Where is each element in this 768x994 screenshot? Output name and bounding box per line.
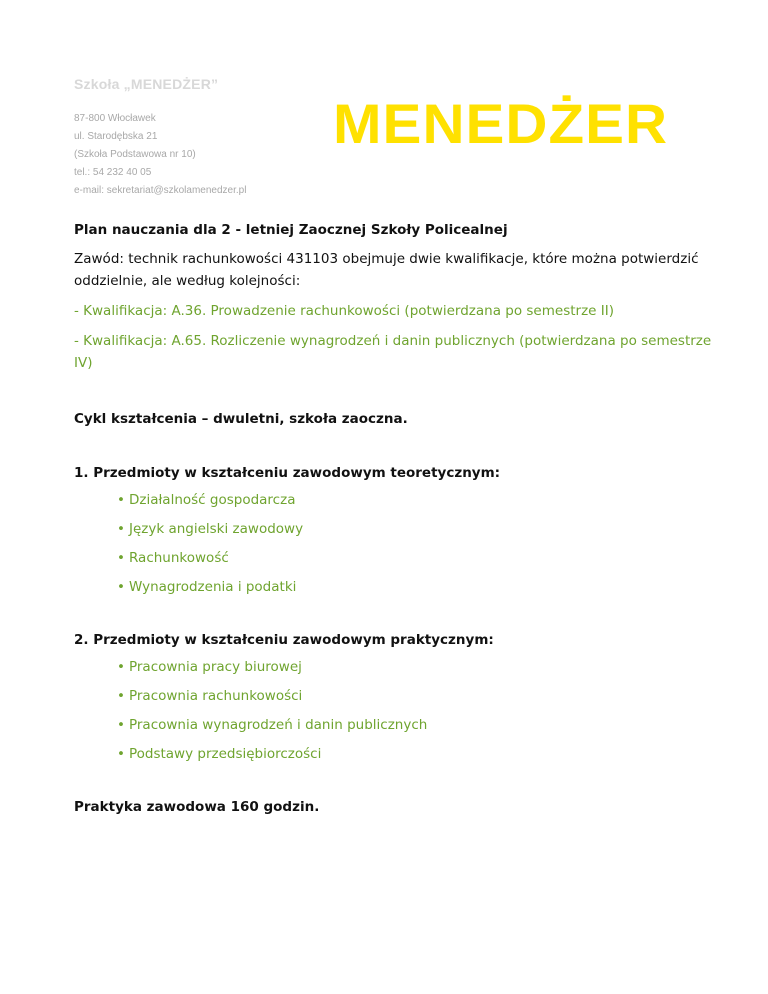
address-email: e-mail: sekretariat@szkolamenedzer.pl bbox=[74, 185, 247, 196]
document-title: Plan nauczania dla 2 - letniej Zaocznej Szkoły Policealnej bbox=[74, 222, 508, 238]
list-item-label: Język angielski zawodowy bbox=[128, 521, 304, 537]
bullet-icon: • bbox=[117, 717, 125, 733]
list-item-label: Pracownia pracy biurowej bbox=[128, 659, 302, 675]
list-item-label: Pracownia rachunkowości bbox=[128, 688, 303, 704]
bullet-icon: • bbox=[117, 579, 125, 595]
bullet-icon: • bbox=[117, 492, 125, 508]
list-item-label: Działalność gospodarcza bbox=[128, 492, 296, 508]
list-item-label: Podstawy przedsiębiorczości bbox=[128, 746, 322, 762]
section1-heading: 1. Przedmioty w kształceniu zawodowym teoretycznym: bbox=[74, 465, 501, 481]
list-item bbox=[117, 518, 714, 547]
list-item bbox=[117, 489, 714, 518]
cycle-heading: Cykl kształcenia – dwuletni, szkoła zaoczna. bbox=[74, 411, 408, 427]
bullet-icon: • bbox=[117, 659, 125, 675]
section2-heading: 2. Przedmioty w kształceniu zawodowym praktycznym: bbox=[74, 632, 494, 648]
bullet-icon: • bbox=[117, 521, 125, 537]
practice-note: Praktyka zawodowa 160 godzin. bbox=[74, 799, 320, 815]
school-contact-block bbox=[74, 76, 334, 200]
document-body bbox=[74, 222, 714, 815]
address-phone: tel.: 54 232 40 05 bbox=[74, 167, 152, 178]
qualification-a65: - Kwalifikacja: A.65. Rozliczenie wynagrodzeń i danin publicznych (potwierdzana po semestrze IV) bbox=[74, 333, 712, 371]
list-item bbox=[117, 743, 714, 772]
list-item bbox=[117, 685, 714, 714]
profession-intro: Zawód: technik rachunkowości 431103 obejmuje dwie kwalifikacje, które można potwierdzić oddzielnie, ale według kolejności: bbox=[74, 251, 699, 289]
list-item-label: Pracownia wynagrodzeń i danin publicznych bbox=[128, 717, 428, 733]
menedzer-logo: MENEDŻER bbox=[333, 92, 669, 155]
address-note: (Szkoła Podstawowa nr 10) bbox=[74, 149, 196, 160]
list-item-label: Rachunkowość bbox=[128, 550, 229, 566]
qualification-a36: - Kwalifikacja: A.36. Prowadzenie rachunkowości (potwierdzana po semestrze II) bbox=[74, 303, 614, 319]
bullet-icon: • bbox=[117, 746, 125, 762]
list-item-label: Wynagrodzenia i podatki bbox=[128, 579, 297, 595]
section2-list bbox=[117, 656, 714, 772]
address-street: ul. Starodębska 21 bbox=[74, 131, 158, 142]
bullet-icon: • bbox=[117, 688, 125, 704]
list-item bbox=[117, 576, 714, 605]
section1-list bbox=[117, 489, 714, 605]
address-postal: 87-800 Włocławek bbox=[74, 113, 156, 124]
list-item bbox=[117, 656, 714, 685]
school-name: Szkoła „MENEDŻER” bbox=[74, 76, 219, 92]
list-item bbox=[117, 547, 714, 576]
list-item bbox=[117, 714, 714, 743]
bullet-icon: • bbox=[117, 550, 125, 566]
